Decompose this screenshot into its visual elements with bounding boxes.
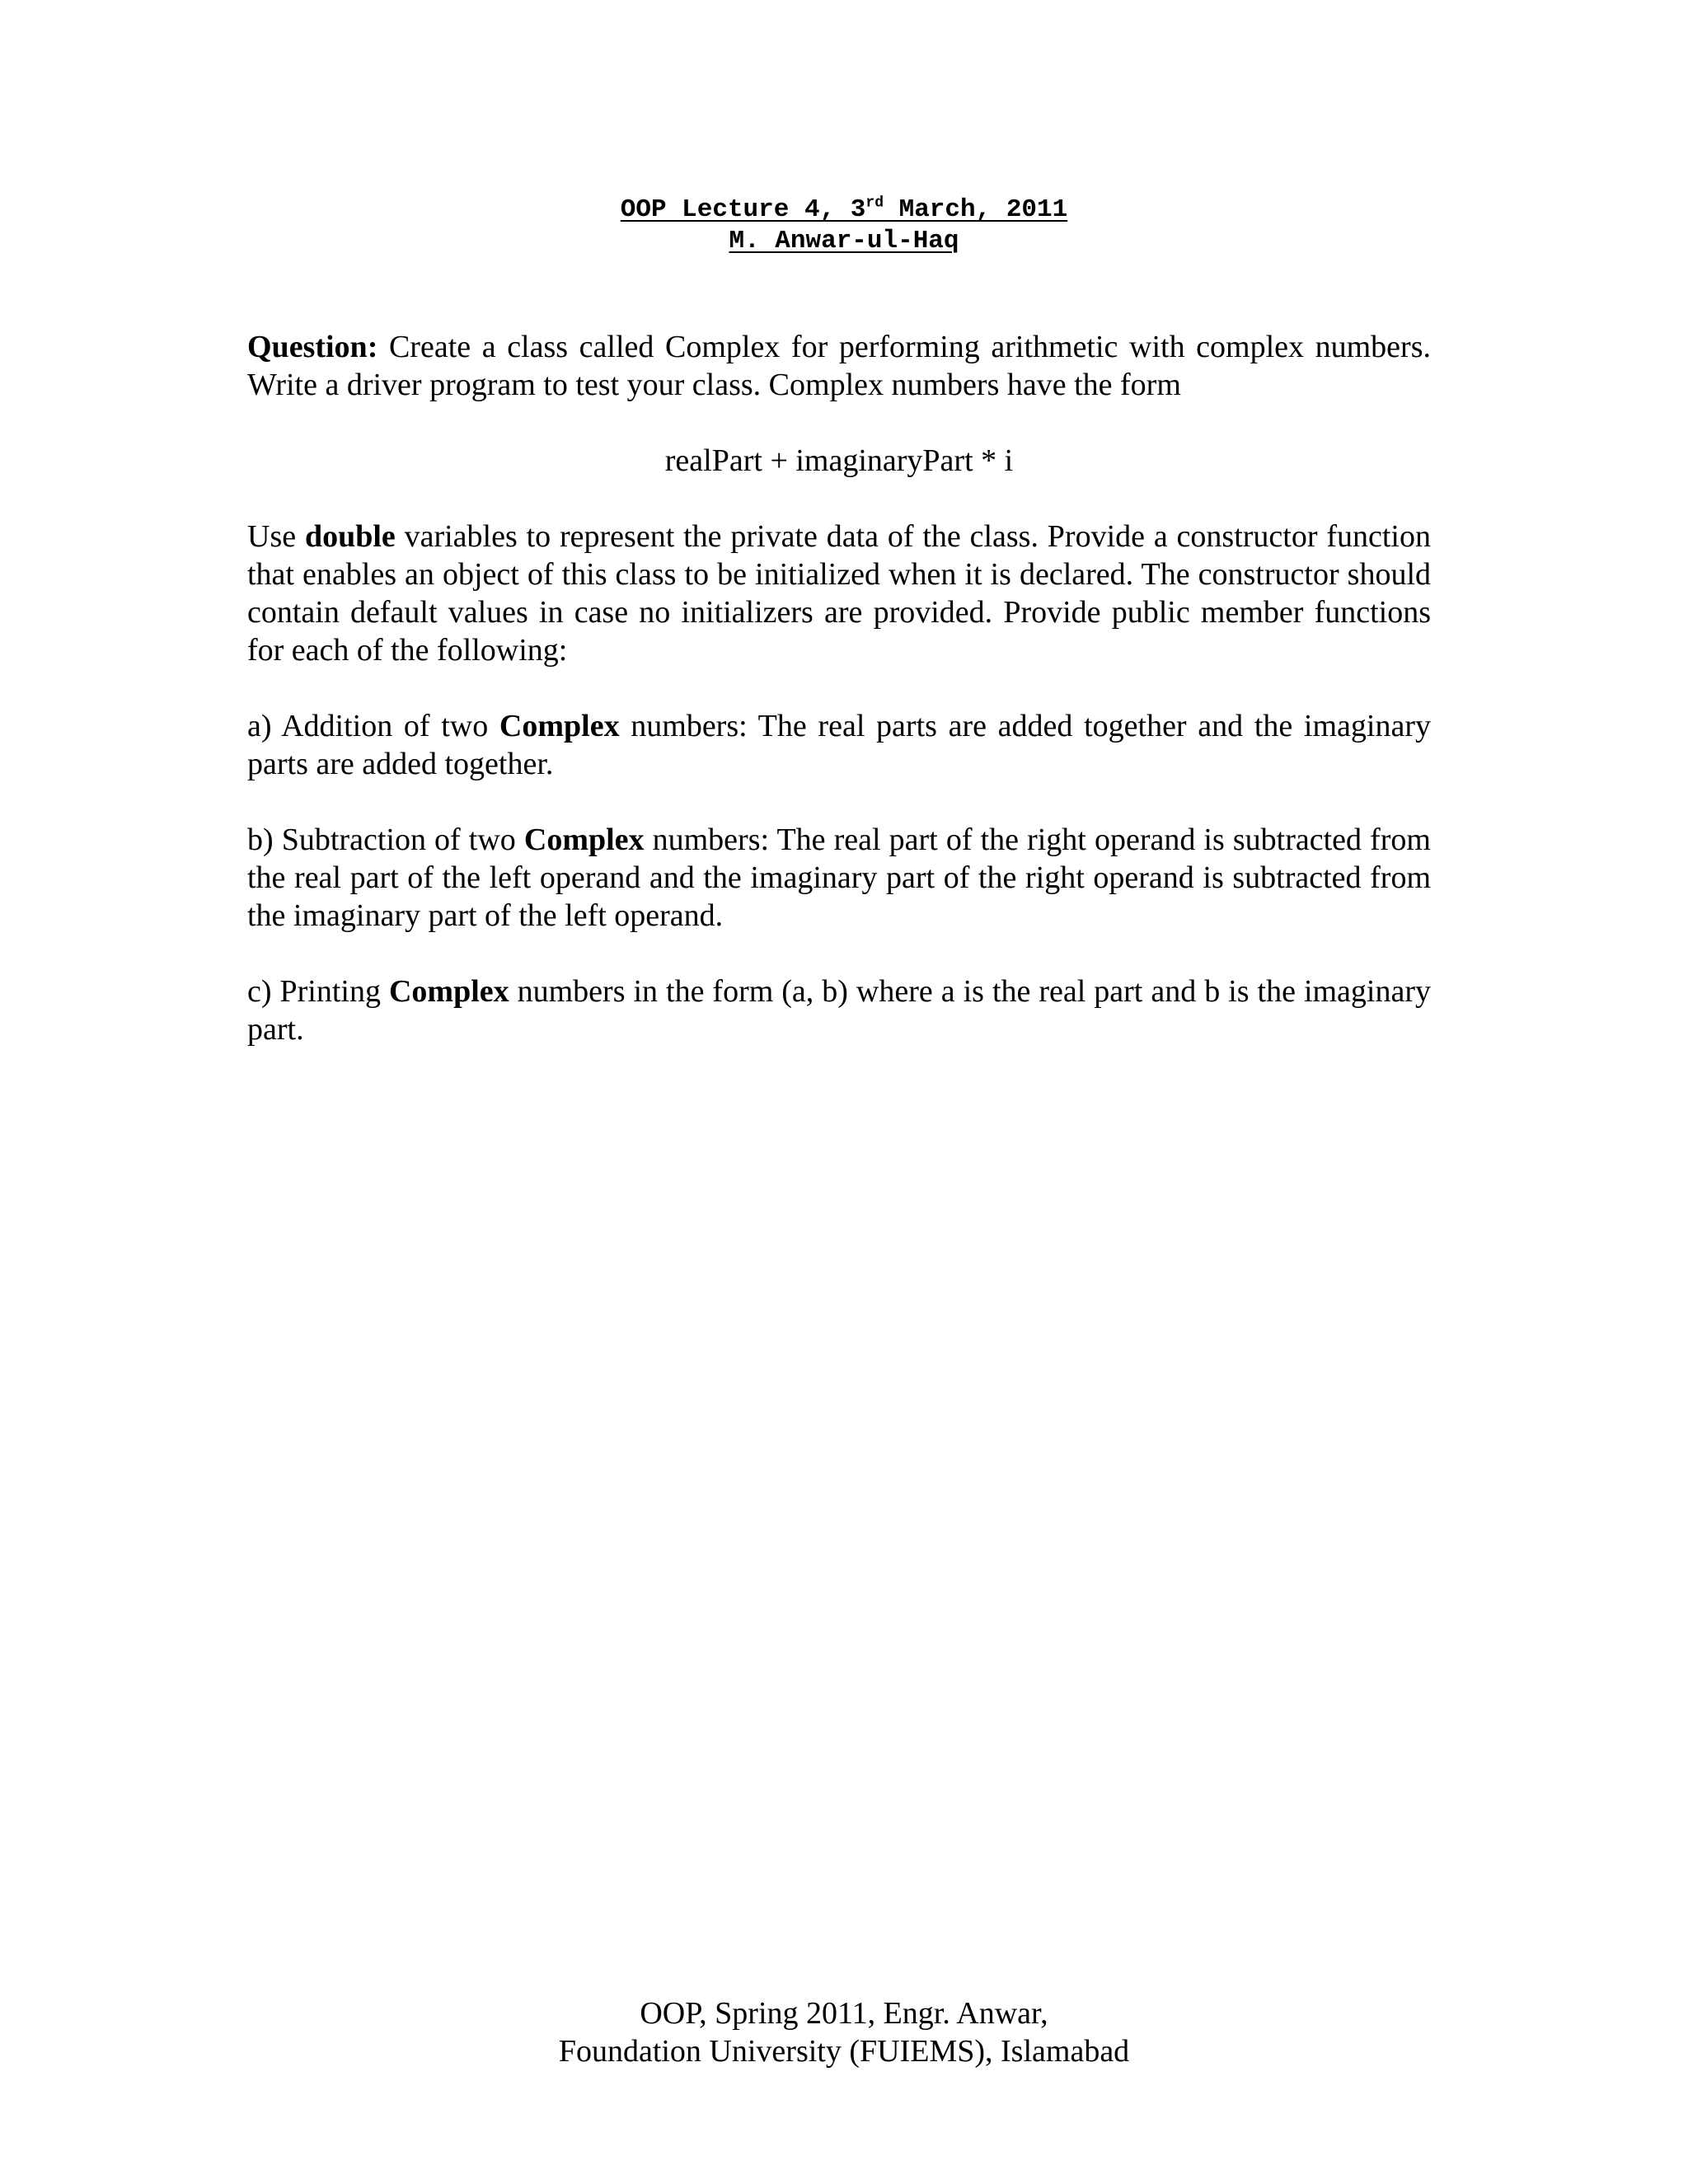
printing-text: numbers in the form (a, b) where a is the real part and b is the imaginary part. — [247, 974, 1432, 1047]
author-name — [0, 226, 1688, 257]
subtraction-text: numbers: The real part of the right operand is subtracted from the real part of the left operand and the imaginary part of the right operand is subtracted from the imaginary part of the left operand. — [247, 823, 1431, 933]
lecture-title-text — [621, 195, 1068, 224]
requirements-text: variables to represent the private data of the class. Provide a constructor function that enables an object of this class to be initialized when it is declared. The constructor should contain default values in case no initializers are provided. Provide public member functions for each of the following: — [247, 519, 1431, 668]
footer-course: OOP, Spring 2011, Engr. Anwar, — [640, 1996, 1048, 2031]
printing-prefix: c) Printing — [247, 974, 389, 1009]
addition-keyword: Complex — [499, 709, 620, 743]
lecture-title-suffix: March, 2011 — [884, 195, 1068, 224]
requirements-keyword: double — [304, 519, 396, 554]
addition-text: numbers: The real parts are added together and the imaginary parts are added together. — [247, 709, 1431, 781]
question-text: Create a class called Complex for performing arithmetic with complex numbers. Write a driver program to test your class. Complex numbers have the form — [247, 330, 1431, 402]
document-header — [0, 194, 1688, 257]
list-item-printing — [247, 972, 1431, 1048]
requirements-paragraph — [247, 518, 1431, 669]
complex-form-formula: realPart + imaginaryPart * i — [664, 443, 1014, 478]
lecture-title — [0, 194, 1688, 226]
list-item-subtraction — [247, 821, 1431, 935]
subtraction-keyword: Complex — [523, 823, 645, 857]
addition-prefix: a) Addition of two — [247, 709, 499, 743]
ordinal-suffix: rd — [865, 194, 884, 212]
document-footer — [0, 1994, 1688, 2070]
subtraction-prefix: b) Subtraction of two — [247, 823, 524, 857]
list-item-addition — [247, 707, 1431, 783]
question-label: Question: — [247, 330, 378, 364]
requirements-prefix: Use — [247, 519, 305, 554]
author-name-text: M. Anwar-ul-Haq — [729, 227, 959, 255]
footer-institution: Foundation University (FUIEMS), Islamabad — [558, 2034, 1130, 2069]
lecture-title-prefix: OOP Lecture 4, 3 — [620, 195, 866, 224]
printing-keyword: Complex — [388, 974, 509, 1009]
document-body — [247, 328, 1431, 1086]
question-paragraph — [247, 328, 1431, 404]
